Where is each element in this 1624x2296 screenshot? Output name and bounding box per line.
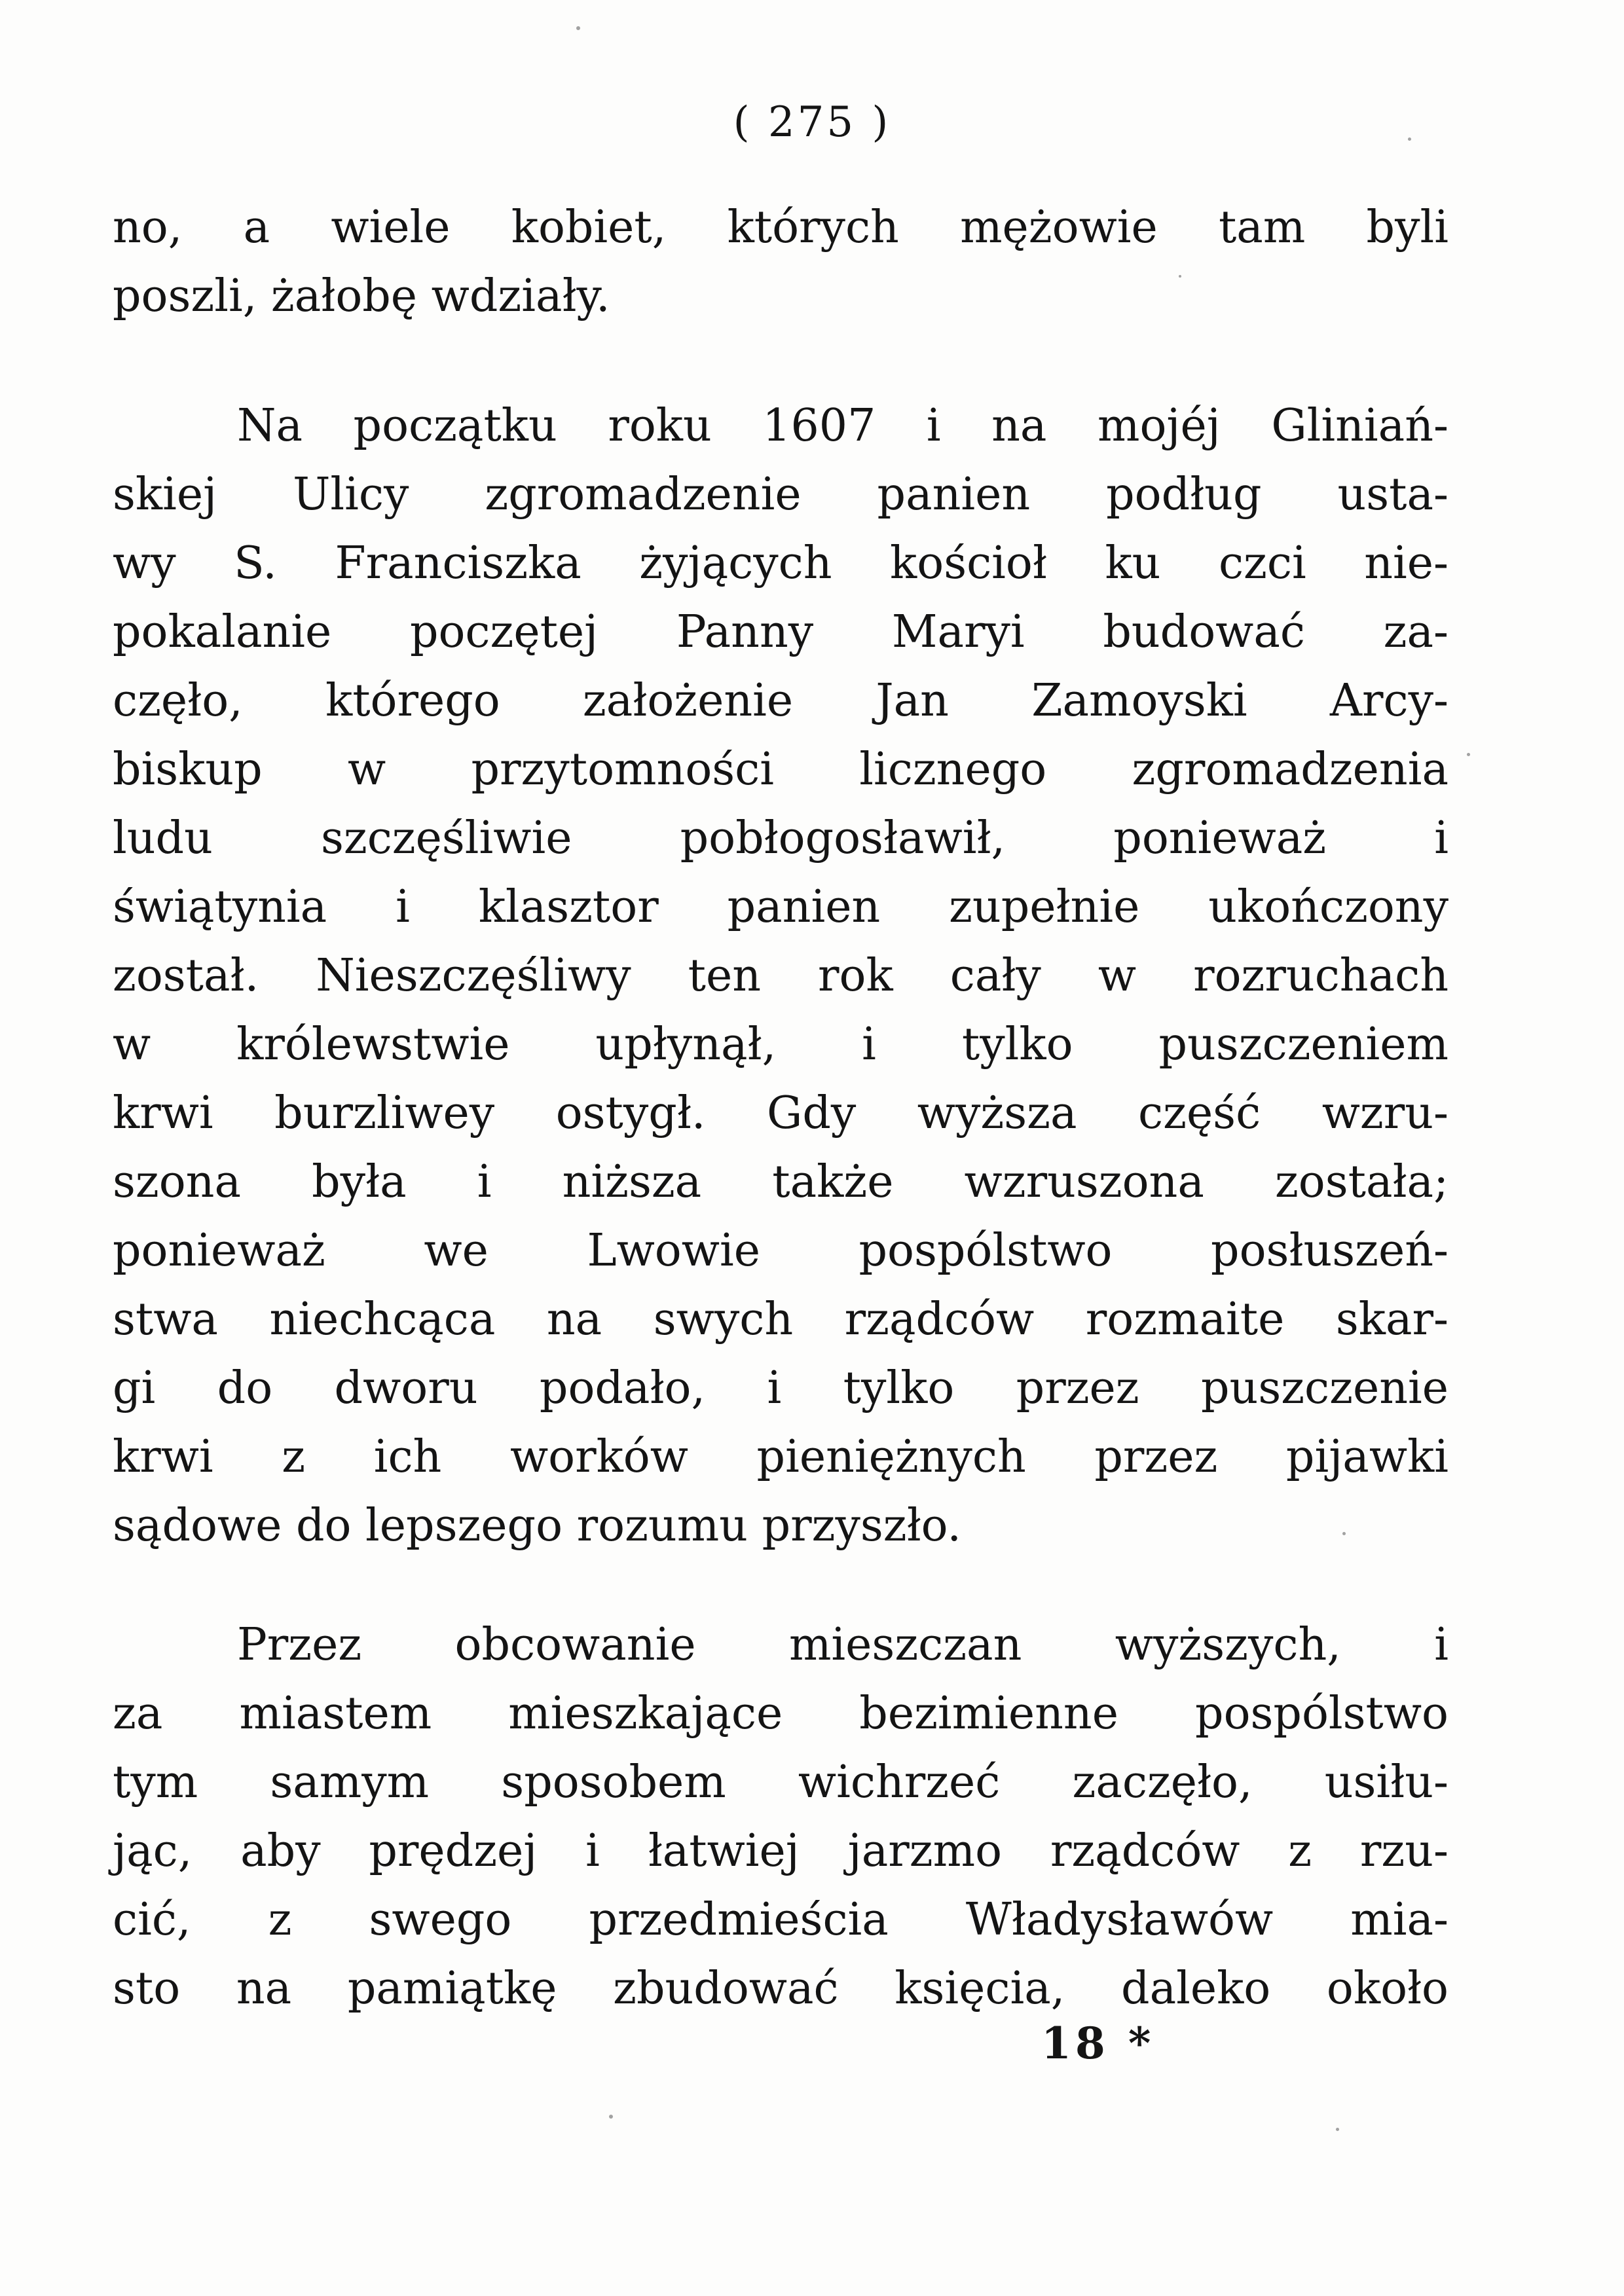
scan-speck: [1342, 1532, 1346, 1535]
text-line: sądowe do lepszego rozumu przyszło.: [113, 1500, 961, 1552]
text-line: ponieważ we Lwowie pospólstwo posłuszeń-: [113, 1225, 1449, 1277]
text-line: pokalanie poczętej Panny Maryi budować za-: [113, 606, 1449, 658]
text-line: poszli, żałobę wdziały.: [113, 270, 610, 322]
scan-speck: [1336, 2128, 1339, 2131]
scan-speck: [1408, 137, 1411, 141]
paragraph-3: [113, 1611, 1449, 2023]
text-line: częło, którego założenie Jan Zamoyski Arcy-: [113, 675, 1449, 727]
text-line: Przez obcowanie mieszczan wyższych, i: [237, 1619, 1449, 1671]
paragraph-2: [113, 392, 1449, 1560]
text-line: krwi z ich worków pieniężnych przez pijawki: [113, 1431, 1449, 1483]
text-line: został. Nieszczęśliwy ten rok cały w rozruchach: [113, 950, 1449, 1002]
text-line: no, a wiele kobiet, których mężowie tam byli: [113, 202, 1449, 253]
text-line: gi do dworu podało, i tylko przez puszczenie: [113, 1362, 1449, 1414]
text-line: skiej Ulicy zgromadzenie panien podług usta-: [113, 469, 1449, 520]
scan-speck: [1467, 753, 1470, 756]
text-line: stwa niechcąca na swych rządców rozmaite skar-: [113, 1294, 1449, 1345]
signature-mark: 18 *: [1041, 2018, 1155, 2069]
text-line: w królewstwie upłynął, i tylko puszczeniem: [113, 1019, 1449, 1070]
text-line: sto na pamiątkę zbudować księcia, daleko około: [113, 1963, 1449, 2014]
scan-speck: [609, 2115, 613, 2119]
text-line: Na początku roku 1607 i na mojéj Gliniań-: [237, 400, 1449, 452]
text-line: tym samym sposobem wichrzeć zaczęło, usiłu-: [113, 1757, 1449, 1808]
text-line: krwi burzliwey ostygł. Gdy wyższa część wzru-: [113, 1087, 1449, 1139]
text-line: biskup w przytomności licznego zgromadzenia: [113, 744, 1449, 795]
text-line: za miastem mieszkające bezimienne pospólstwo: [113, 1688, 1449, 1740]
page-number-header: ( 275 ): [733, 98, 891, 147]
paragraph-1: [113, 193, 1449, 331]
text-line: ludu szczęśliwie pobłogosławił, ponieważ i: [113, 812, 1449, 864]
scan-speck: [576, 26, 580, 30]
text-line: szona była i niższa także wzruszona została;: [113, 1156, 1449, 1208]
scan-speck: [1179, 275, 1181, 278]
text-line: cić, z swego przedmieścia Władysławów mia-: [113, 1894, 1449, 1946]
text-line: jąc, aby prędzej i łatwiej jarzmo rządców z rzu-: [113, 1825, 1449, 1877]
text-line: świątynia i klasztor panien zupełnie ukończony: [113, 881, 1449, 933]
text-line: wy S. Franciszka żyjących kościoł ku czci nie-: [113, 538, 1449, 589]
